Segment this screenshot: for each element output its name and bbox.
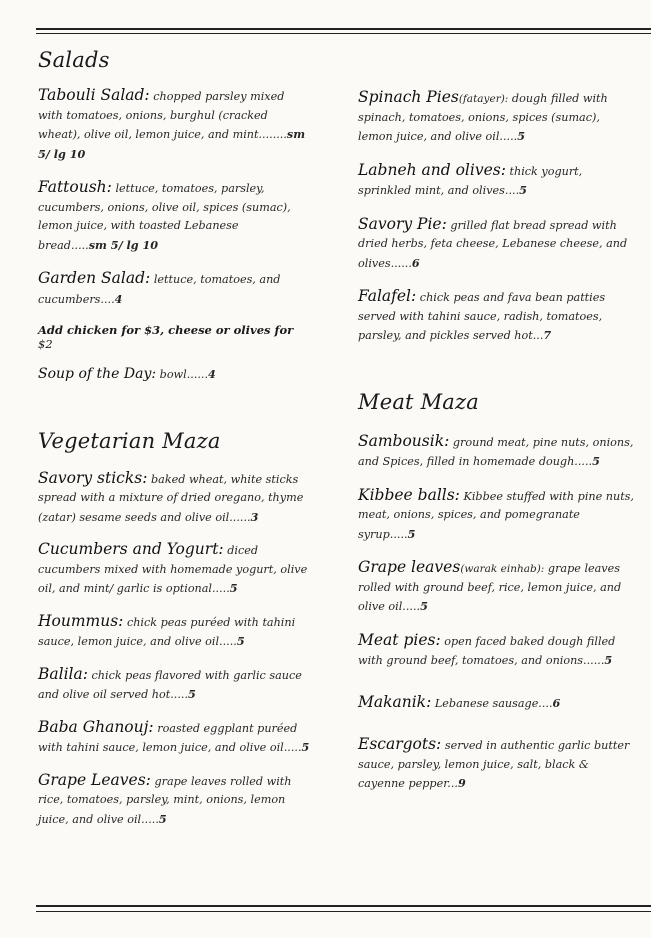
menu-item-labneh [358, 161, 636, 201]
item-price: 6 [552, 695, 561, 710]
salads-title: Salads [38, 48, 110, 72]
item-name: Grape Leaves: [38, 770, 151, 789]
bottom-rule-inner [36, 911, 651, 912]
menu-item-falafel [358, 287, 636, 346]
menu-item-cucumbers-yogurt [38, 540, 310, 599]
menu-item-grape-leaves-meat [358, 558, 636, 617]
item-name: Meat pies: [358, 630, 441, 649]
menu-item-baba-ghanouj [38, 718, 310, 758]
item-desc: chick peas flavored with garlic sauce and olive oil served hot..... [38, 668, 302, 701]
item-desc: dough filled with spinach, tomatoes, onions, spices (sumac), lemon juice, and olive oil..... [358, 92, 608, 143]
item-price: 5 [301, 740, 310, 754]
item-name: Savory sticks: [38, 468, 148, 487]
item-name: Escargots: [358, 735, 442, 753]
item-name: Savory Pie: [358, 214, 447, 233]
item-desc: chopped parsley mixed with tomatoes, onions, burghul (cracked wheat), olive oil, lemon juice, and mint........ [38, 90, 287, 141]
menu-item-escargots [358, 735, 636, 794]
item-price: sm 5/ lg 10 [88, 237, 159, 252]
item-desc: chick peas puréed with tahini sauce, lemon juice, and olive oil..... [38, 615, 296, 648]
menu-item-grape-leaves-veg [38, 771, 310, 830]
item-desc: Kibbee stuffed with pine nuts, meat, onions, spices, and pomegranate syrup..... [358, 489, 634, 541]
menu-item-meat-pies [358, 631, 636, 671]
item-price: 5 [236, 634, 245, 648]
item-price: 3 [250, 509, 259, 524]
menu-item-kibbee-balls [358, 486, 636, 545]
item-desc: thick yogurt, sprinkled mint, and olives.... [358, 164, 583, 197]
item-name: Spinach Pies [358, 88, 459, 106]
item-price: 5 [407, 526, 416, 541]
item-name: Sambousik: [358, 431, 450, 450]
menu-item-soup [38, 365, 310, 385]
item-price: 5 [420, 599, 428, 613]
item-desc: ground meat, pine nuts, onions, and Spices, filled in homemade dough..... [358, 435, 634, 468]
menu-item-savory-sticks [38, 469, 310, 528]
item-desc: baked wheat, white sticks spread with a mixture of dried oregano, thyme (zatar) sesame seeds and olive oil...... [38, 472, 304, 524]
item-price: 5 [188, 687, 196, 701]
item-name: Makanik: [358, 692, 432, 711]
item-name: Soup of the Day: [38, 366, 157, 382]
top-rule [36, 28, 651, 30]
item-desc: served in authentic garlic butter sauce, parsley, lemon juice, salt, black & cayenne pepper... [358, 739, 630, 790]
item-desc: grape leaves rolled with rice, tomatoes, parsley, mint, onions, lemon juice, and olive oil..... [38, 774, 292, 826]
left-column [38, 48, 310, 829]
top-rule-inner [36, 33, 651, 34]
item-price: 5 [519, 183, 527, 197]
item-desc: chick peas and fava bean patties served with tahini sauce, radish, tomatoes, parsley, and pickles served hot... [358, 291, 606, 342]
item-price: 7 [543, 328, 552, 342]
addon-text: Add chicken for $3, cheese or olives for [38, 323, 294, 337]
item-desc: lettuce, tomatoes, parsley, cucumbers, onions, olive oil, spices (sumac), lemon juice, with toasted Lebanese bread..... [38, 182, 291, 252]
item-name: Grape leaves [358, 558, 461, 576]
item-name: Labneh and olives: [358, 160, 506, 179]
item-name: Garden Salad: [38, 269, 151, 287]
item-price: 4 [114, 291, 123, 306]
item-desc: lettuce, tomatoes, and cucumbers.... [38, 273, 281, 306]
item-name: Tabouli Salad: [38, 86, 150, 104]
item-desc: diced cucumbers mixed with homemade yogurt, olive oil, and mint/ garlic is optional..... [38, 544, 308, 595]
item-price: 4 [208, 367, 216, 381]
item-desc: grilled flat bread spread with dried herbs, feta cheese, Lebanese cheese, and olives...... [358, 218, 628, 270]
meat-title: Meat Maza [358, 389, 479, 414]
item-price: 5 [158, 811, 167, 826]
item-desc: bowl...... [159, 368, 209, 381]
menu-item-garden-salad [38, 269, 310, 309]
item-price: 9 [457, 776, 466, 790]
menu-item-spinach-pies [358, 88, 636, 147]
item-price: 6 [411, 255, 420, 270]
item-price: sm 5/ lg 10 [38, 127, 306, 161]
menu-item-balila [38, 665, 310, 705]
item-desc: open faced baked dough filled with ground beef, tomatoes, and onions...... [358, 634, 616, 667]
addon-note [38, 323, 310, 351]
item-desc: Lebanese sausage.... [434, 696, 553, 710]
menu-item-makanik [358, 693, 636, 714]
menu-item-sambousik [358, 432, 636, 472]
item-price: 5 [592, 454, 600, 468]
item-name: Cucumbers and Yogurt: [38, 540, 224, 558]
item-name: Balila: [38, 664, 88, 683]
item-subname: (fatayer): [458, 93, 509, 105]
item-name: Falafel: [358, 287, 417, 305]
menu-item-fattoush [38, 178, 310, 255]
item-name: Fattoush: [38, 178, 112, 196]
item-price: 5 [604, 653, 613, 667]
vegetarian-title: Vegetarian Maza [38, 428, 221, 453]
item-desc: grape leaves rolled with ground beef, rice, lemon juice, and olive oil..... [358, 562, 622, 613]
item-price: 5 [229, 581, 238, 595]
menu-item-hoummus [38, 612, 310, 652]
item-desc: roasted eggplant puréed with tahini sauce, lemon juice, and olive oil..... [38, 721, 302, 754]
addon-price: $2 [38, 337, 53, 351]
bottom-rule [36, 905, 651, 907]
menu-item-savory-pie [358, 215, 636, 274]
item-subname: (warak einhab): [460, 563, 545, 575]
item-name: Kibbee balls: [358, 485, 460, 504]
item-price: 5 [517, 129, 526, 143]
menu-item-tabouli [38, 86, 310, 164]
item-name: Hoummus: [38, 611, 124, 630]
item-name: Baba Ghanouj: [38, 717, 154, 736]
right-column [358, 88, 636, 794]
